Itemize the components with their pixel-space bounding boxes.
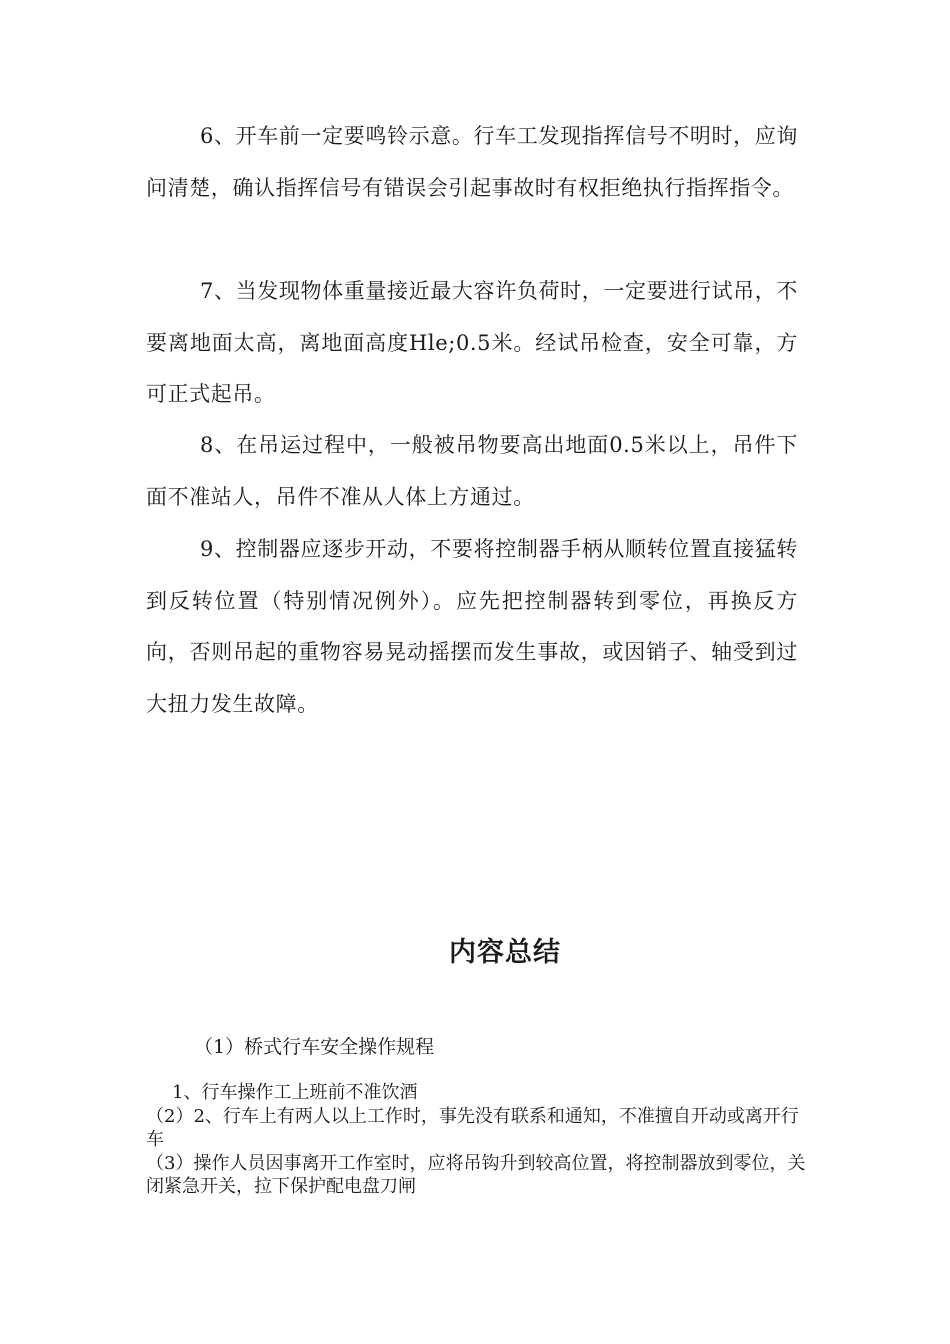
summary-subtitle: （1）桥式行车安全操作规程: [194, 1036, 435, 1058]
summary-item-1: 1、行车操作工上班前不准饮酒: [172, 1082, 418, 1103]
paragraph-item-6: 6、开车前一定要鸣铃示意。行车工发现指挥信号不明时，应询问清楚，确认指挥信号有错误会引起事故时有权拒绝执行指挥指令。: [146, 124, 798, 200]
summary-list: [146, 1081, 806, 1199]
paragraph-item-8: 8、在吊运过程中，一般被吊物要高出地面0.5米以上，吊件下面不准站人，吊件不准从人体上方通过。: [146, 433, 798, 509]
paragraph-item-7: 7、当发现物体重量接近最大容许负荷时，一定要进行试吊，不要离地面太高，离地面高度Hle;0.5米。经试吊检查，安全可靠，方可正式起吊。: [146, 279, 798, 406]
summary-item-2: （2）2、行车上有两人以上工作时，事先没有联系和通知，不准擅自开动或离开行车: [146, 1105, 799, 1150]
summary-title: 内容总结: [449, 937, 561, 968]
paragraph-item-9: 9、控制器应逐步开动，不要将控制器手柄从顺转位置直接猛转到反转位置（特别情况例外）。应先把控制器转到零位，再换反方向，否则吊起的重物容易晃动摇摆而发生事故，或因销子、轴受到过大扭力发生故障。: [146, 537, 798, 716]
summary-item-3: （3）操作人员因事离开工作室时，应将吊钩升到较高位置，将控制器放到零位，关闭紧急开关，拉下保护配电盘刀闸: [146, 1152, 806, 1197]
